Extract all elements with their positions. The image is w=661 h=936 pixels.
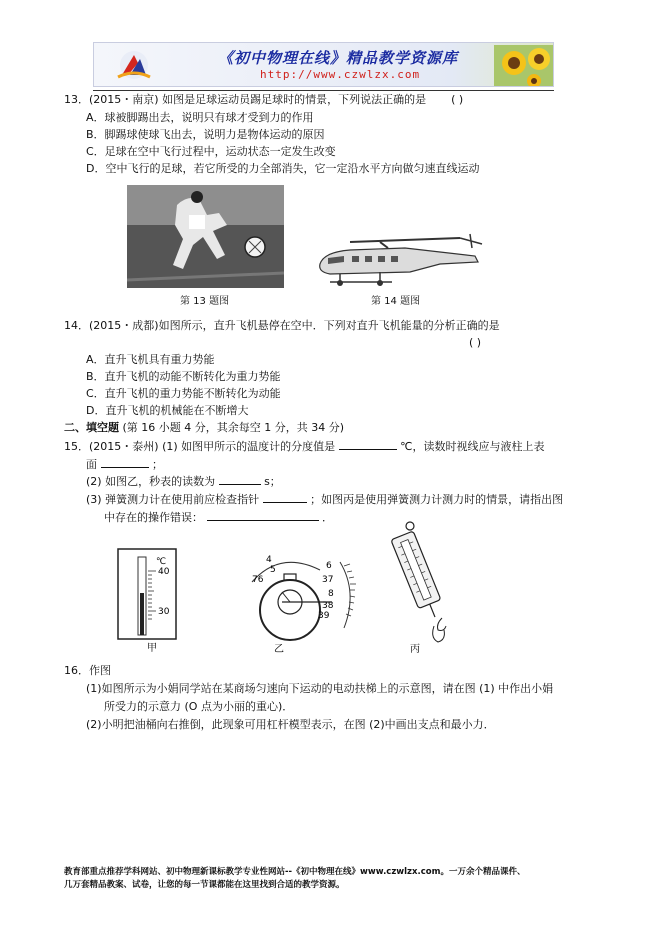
figure-label-yi: 乙 <box>274 644 284 654</box>
spring-scale-figure <box>390 520 460 654</box>
q14-option-d: D．直升飞机的机械能在不断增大 <box>86 404 249 417</box>
q15-blank-2[interactable] <box>101 456 149 468</box>
q14-option-b: B．直升飞机的动能不断转化为重力势能 <box>86 370 281 383</box>
stopwatch-label-5: 5 <box>270 565 276 575</box>
header-banner <box>93 42 554 87</box>
q15-line-5-tail: ． <box>322 511 333 524</box>
header-rule <box>93 90 554 91</box>
stopwatch-label-39: 39 <box>318 611 330 621</box>
q13-option-d: D．空中飞行的足球，若它所受的力全部消失，它一定沿水平方向做匀速直线运动 <box>86 162 480 175</box>
thermometer-figure <box>110 545 190 653</box>
q16-line-1: (1)如图所示为小娟同学站在某商场匀速向下运动的电动扶梯上的示意图，请在图 (1) 中作出小娟 <box>86 682 554 695</box>
q15-line-3-tail: s； <box>264 475 281 488</box>
q15-line-3-text: (2) 如图乙，秒表的读数为 <box>86 475 216 488</box>
thermometer-tick-30: 30 <box>158 607 170 617</box>
q16-title: 16．作图 <box>64 664 111 677</box>
stopwatch-label-6: 6 <box>326 561 332 571</box>
sunflower-icon <box>494 45 554 87</box>
q15-blank-1[interactable] <box>339 438 397 450</box>
thermometer-tick-40: 40 <box>158 567 170 577</box>
q15-line-2-tail: ； <box>152 458 163 471</box>
page-footer <box>64 866 604 892</box>
q14-option-a: A．直升飞机具有重力势能 <box>86 353 215 366</box>
q15-line-4-text: (3) 弹簧测力计在使用前应检查指针 <box>86 493 260 506</box>
q13-option-c: C．足球在空中飞行过程中，运动状态一定发生改变 <box>86 145 336 158</box>
footer-line-2: 几万套精品教案、试卷，让您的每一节课都能在这里找到合适的教学资源。 <box>64 880 345 890</box>
q15-line-5-text: 中存在的操作错误： <box>104 511 203 524</box>
section-fill-in-heading <box>64 421 344 435</box>
q16-line-3: (2)小明把油桶向右推倒，此现象可用杠杆模型表示，在图 (2)中画出支点和最小力． <box>86 718 495 731</box>
banner-url: http://www.czwlzx.com <box>260 68 421 81</box>
q13-option-a: A．球被脚踢出去，说明只有球才受到力的作用 <box>86 111 314 124</box>
stopwatch-label-4: 4 <box>266 555 272 565</box>
section-title: 二、填空题 <box>64 421 119 434</box>
site-logo-icon <box>114 49 154 83</box>
q13-figure-caption: 第 13 题图 <box>180 296 230 307</box>
q13-option-b: B．脚踢球使球飞出去，说明力是物体运动的原因 <box>86 128 325 141</box>
q15-blank-3[interactable] <box>219 473 261 485</box>
section-note: (第 16 小题 4 分，其余每空 1 分，共 34 分) <box>122 421 345 434</box>
q14-answer-paren: ( ) <box>469 336 482 349</box>
q15-line-1 <box>64 438 545 454</box>
soccer-player-photo <box>127 185 284 288</box>
stopwatch-label-38: 38 <box>322 601 334 611</box>
figure-label-jia: 甲 <box>147 643 157 653</box>
thermometer-unit: ℃ <box>156 557 167 567</box>
q14-stem: 14．(2015・成都)如图所示，直升飞机悬停在空中．下列对直升飞机能量的分析正确的是 <box>64 319 500 332</box>
q13-answer-paren: ( ) <box>451 93 464 106</box>
q14-option-c: C．直升飞机的重力势能不断转化为动能 <box>86 387 281 400</box>
q15-blank-4[interactable] <box>263 491 307 503</box>
stopwatch-label-8: 8 <box>328 589 334 599</box>
q15-line-2 <box>86 456 163 472</box>
stopwatch-figure <box>240 552 360 654</box>
q14-figure-caption: 第 14 题图 <box>371 296 421 307</box>
footer-line-1: 教育部重点推荐学科网站、初中物理新课标教学专业性网站--《初中物理在线》www.czwlzx.com。一万余个精品课件、 <box>64 867 526 877</box>
q15-line-1-text: 15．(2015・泰州) (1) 如图甲所示的温度计的分度值是 <box>64 440 336 453</box>
q15-blank-5[interactable] <box>207 509 319 521</box>
q15-line-1-tail: ℃，读数时视线应与液柱上表 <box>400 440 545 453</box>
banner-title: 《初中物理在线》精品教学资源库 <box>218 49 459 67</box>
q15-line-3 <box>86 473 281 489</box>
stopwatch-label-37: 37 <box>322 575 334 585</box>
q13-stem-text: 13．(2015・南京) 如图是足球运动员踢足球时的情景，下列说法正确的是 <box>64 93 427 106</box>
q15-line-5 <box>104 509 333 525</box>
figure-label-bing: 丙 <box>410 644 420 654</box>
q15-line-4 <box>86 491 563 507</box>
stopwatch-label-76: 76 <box>252 575 264 585</box>
helicopter-figure <box>310 232 485 290</box>
q16-line-2: 所受力的示意力 (O 点为小丽的重心)． <box>104 700 294 713</box>
q15-line-4-tail: ；如图丙是使用弹簧测力计测力时的情景，请指出图 <box>310 493 564 506</box>
q13-stem <box>64 93 463 107</box>
q15-line-2-head: 面 <box>86 458 97 471</box>
